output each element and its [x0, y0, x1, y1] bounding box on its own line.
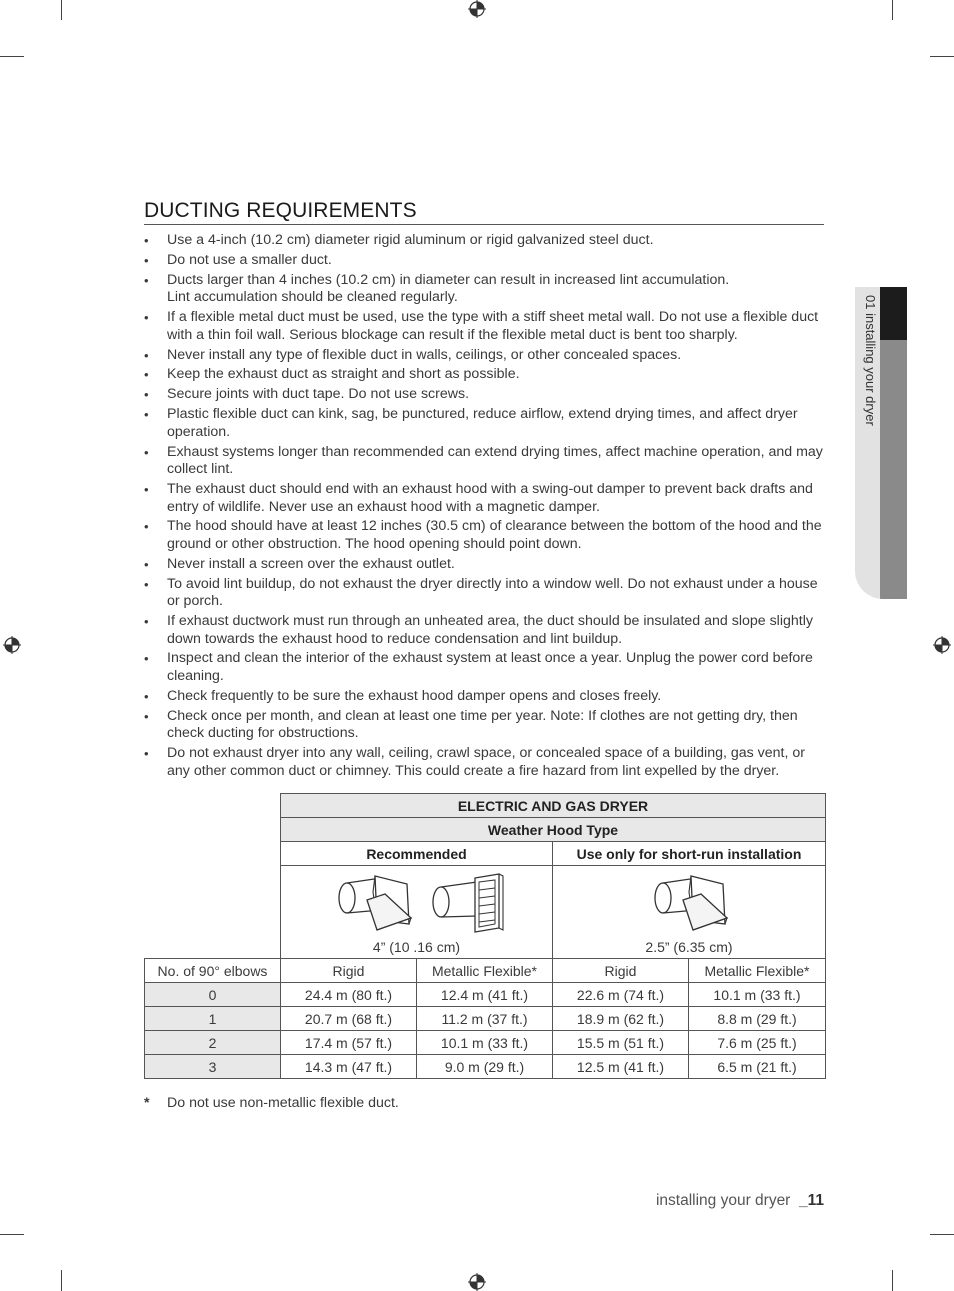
table-blank-cell	[145, 818, 281, 842]
recommended-size-caption: 4” (10 .16 cm)	[372, 939, 461, 955]
chapter-tab-marker	[880, 287, 907, 340]
louvered-hood-icon	[431, 872, 511, 938]
table-cell: 24.4 m (80 ft.)	[281, 983, 417, 1007]
table-cell: 11.2 m (37 ft.)	[417, 1007, 553, 1031]
table-cell: 12.4 m (41 ft.)	[417, 983, 553, 1007]
table-cell: 22.6 m (74 ft.)	[553, 983, 689, 1007]
list-item: • Keep the exhaust duct as straight and short as possible.	[144, 366, 826, 384]
list-item: • Ducts larger than 4 inches (10.2 cm) in diameter can result in increased lint accumulation. Lint accumulation should be cleaned regularly.	[144, 272, 826, 307]
table-cell: 18.9 m (62 ft.)	[553, 1007, 689, 1031]
list-item: • Exhaust systems longer than recommended can extend drying times, affect machine operation, and may collect lint.	[144, 444, 826, 479]
table-row	[145, 1007, 826, 1031]
registration-mark-icon	[468, 0, 486, 18]
duct-length-table	[144, 793, 826, 1079]
table-blank-cell	[145, 866, 281, 959]
list-item: • Secure joints with duct tape. Do not use screws.	[144, 386, 826, 404]
box-hood-icon	[337, 872, 417, 938]
list-item: • Plastic flexible duct can kink, sag, be punctured, reduce airflow, extend drying times, and affect dryer operation.	[144, 406, 826, 441]
table-blank-cell	[145, 842, 281, 866]
list-item: • Check frequently to be sure the exhaust hood damper opens and closes freely.	[144, 688, 826, 706]
table-cell: 10.1 m (33 ft.)	[689, 983, 826, 1007]
page-title: DUCTING REQUIREMENTS	[144, 199, 824, 225]
list-item: • Use a 4-inch (10.2 cm) diameter rigid aluminum or rigid galvanized steel duct.	[144, 232, 826, 250]
list-item: • Inspect and clean the interior of the exhaust system at least once a year. Unplug the power cord before cleaning.	[144, 650, 826, 685]
table-cell: 10.1 m (33 ft.)	[417, 1031, 553, 1055]
list-item: • Never install a screen over the exhaust outlet.	[144, 556, 826, 574]
list-item: • Never install any type of flexible duct in walls, ceilings, or other concealed spaces.	[144, 347, 826, 365]
column-label: Rigid	[281, 959, 417, 983]
registration-mark-icon	[3, 636, 21, 654]
list-item: • If exhaust ductwork must run through an unheated area, the duct should be insulated and slope slightly down towards the exhaust hood to reduce condensation and lint buildup.	[144, 613, 826, 648]
list-item: • If a flexible metal duct must be used, use the type with a stiff sheet metal wall. Do not use a flexible duct with a thin foil wall. Serious blockage can result if the flexible metal duct is bent too sharply.	[144, 309, 826, 344]
column-label: Metallic Flexible*	[689, 959, 826, 983]
hood-images-recommended	[281, 866, 553, 959]
table-column-labels	[145, 959, 826, 983]
hood-images-short-run	[553, 866, 826, 959]
elbow-count-cell: 1	[145, 1007, 281, 1031]
crop-mark	[930, 1234, 954, 1235]
crop-mark	[61, 1270, 62, 1291]
column-label: Rigid	[553, 959, 689, 983]
short-run-size-caption: 2.5” (6.35 cm)	[645, 939, 733, 955]
column-label: No. of 90° elbows	[145, 959, 281, 983]
list-item: • Check once per month, and clean at least one time per year. Note: If clothes are not getting dry, then check ducting for obstructions.	[144, 708, 826, 743]
table-cell: 15.5 m (51 ft.)	[553, 1031, 689, 1055]
table-footnote	[144, 1095, 399, 1111]
footnote-marker: *	[144, 1095, 150, 1111]
table-subheader: Weather Hood Type	[281, 818, 826, 842]
requirements-list	[144, 232, 826, 783]
column-label: Metallic Flexible*	[417, 959, 553, 983]
list-item: • Do not use a smaller duct.	[144, 252, 826, 270]
crop-mark	[0, 56, 24, 57]
table-cell: 7.6 m (25 ft.)	[689, 1031, 826, 1055]
registration-mark-icon	[933, 636, 951, 654]
elbow-count-cell: 2	[145, 1031, 281, 1055]
footnote-text: Do not use non-metallic flexible duct.	[167, 1095, 399, 1111]
footer-section-label: installing your dryer	[655, 1192, 791, 1209]
table-blank-cell	[145, 794, 281, 818]
table-cell: 8.8 m (29 ft.)	[689, 1007, 826, 1031]
table-header: ELECTRIC AND GAS DRYER	[281, 794, 826, 818]
page-footer	[656, 1192, 824, 1210]
crop-mark	[892, 1270, 893, 1291]
list-item: • Do not exhaust dryer into any wall, ceiling, crawl space, or concealed space of a building, gas vent, or any other common duct or chimney. This could create a fire hazard from lint expelled by the dryer.	[144, 745, 826, 780]
crop-mark	[61, 0, 62, 20]
page-number: _11	[798, 1192, 824, 1209]
elbow-count-cell: 3	[145, 1055, 281, 1079]
list-item: • To avoid lint buildup, do not exhaust the dryer directly into a window well. Do not exhaust under a house or porch.	[144, 576, 826, 611]
table-cell: 20.7 m (68 ft.)	[281, 1007, 417, 1031]
table-row	[145, 1055, 826, 1079]
column-group-recommended: Recommended	[281, 842, 553, 866]
registration-mark-icon	[468, 1273, 486, 1291]
table-cell: 14.3 m (47 ft.)	[281, 1055, 417, 1079]
box-hood-icon	[653, 872, 733, 938]
chapter-tab-bar	[880, 340, 907, 599]
list-item: • The hood should have at least 12 inches (30.5 cm) of clearance between the bottom of the hood and the ground or other obstruction. The hood opening should point down.	[144, 518, 826, 553]
table-row	[145, 983, 826, 1007]
crop-mark	[892, 0, 893, 20]
chapter-side-tab	[855, 287, 907, 599]
crop-mark	[0, 1234, 24, 1235]
elbow-count-cell: 0	[145, 983, 281, 1007]
table-row	[145, 1031, 826, 1055]
table-cell: 17.4 m (57 ft.)	[281, 1031, 417, 1055]
table-cell: 9.0 m (29 ft.)	[417, 1055, 553, 1079]
crop-mark	[930, 56, 954, 57]
chapter-tab-label: 01 installing your dryer	[863, 295, 878, 426]
table-cell: 6.5 m (21 ft.)	[689, 1055, 826, 1079]
list-item: • The exhaust duct should end with an exhaust hood with a swing-out damper to prevent back drafts and entry of wildlife. Never use an exhaust hood with a magnetic damper.	[144, 481, 826, 516]
column-group-short-run: Use only for short-run installation	[553, 842, 826, 866]
table-cell: 12.5 m (41 ft.)	[553, 1055, 689, 1079]
